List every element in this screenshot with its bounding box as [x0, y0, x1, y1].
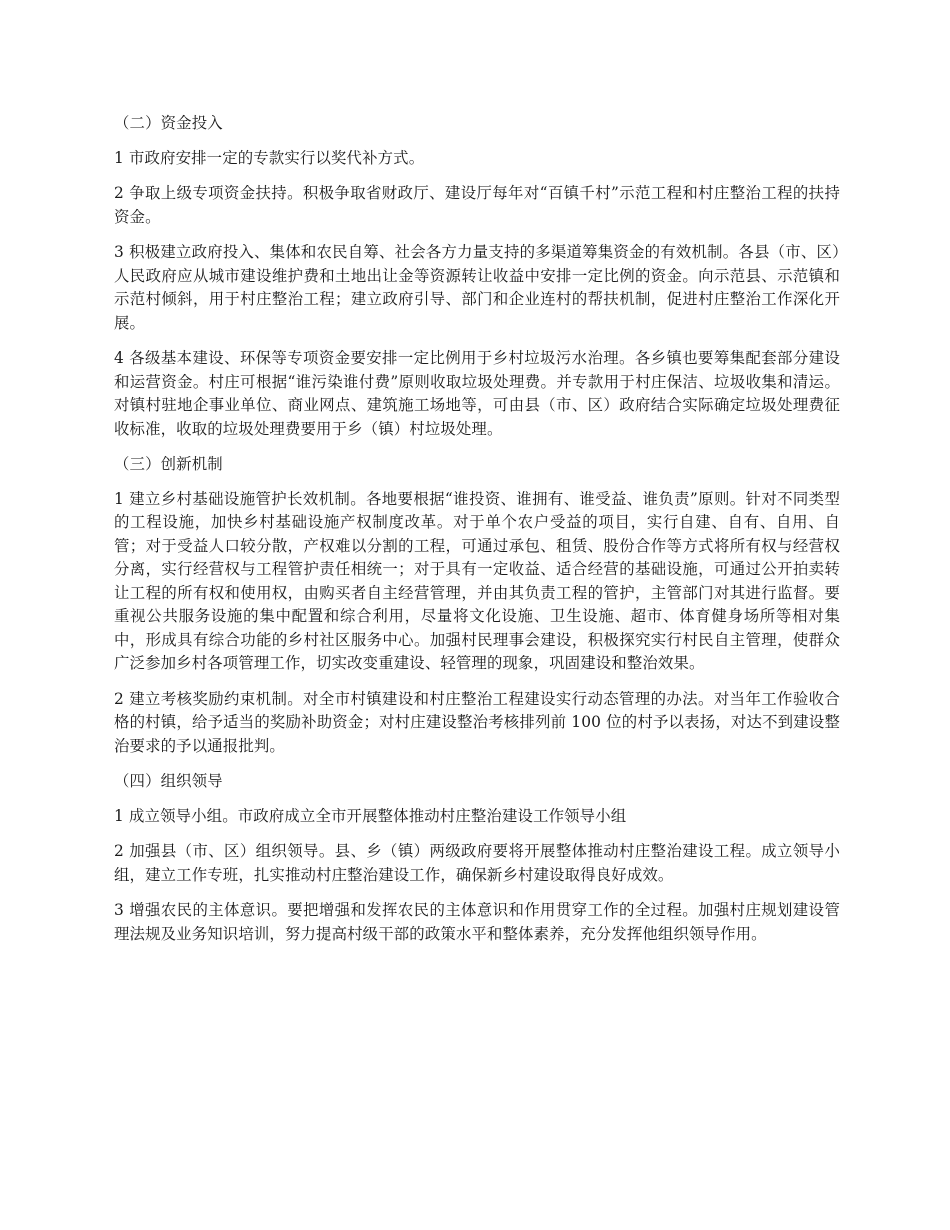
paragraph: 3 增强农民的主体意识。要把增强和发挥农民的主体意识和作用贯穿工作的全过程。加强村庄规划建设管理法规及业务知识培训，努力提高村级干部的政策水平和整体素养，充分发挥他组织领导作用。 [114, 901, 840, 943]
document-body [114, 112, 840, 958]
paragraph: 1 市政府安排一定的专款实行以奖代补方式。 [114, 148, 425, 167]
paragraph: 3 积极建立政府投入、集体和农民自筹、社会各方力量支持的多渠道筹集资金的有效机制。各县（市、区）人民政府应从城市建设维护费和土地出让金等资源转让收益中安排一定比例的资金。向示范县、示范镇和示范村倾斜，用于村庄整治工程；建立政府引导、部门和企业连村的帮扶机制，促进村庄整治工作深化开展。 [114, 243, 840, 332]
paragraph: 1 建立乡村基础设施管护长效机制。各地要根据“谁投资、谁拥有、谁受益、谁负责”原则。针对不同类型的工程设施，加快乡村基础设施产权制度改革。对于单个农户受益的项目，实行自建、自有、自用、自管；对于受益人口较分散，产权难以分割的工程，可通过承包、租赁、股份合作等方式将所有权与经营权分离，实行经营权与工程管护责任相统一；对于具有一定收益、适合经营的基础设施，可通过公开拍卖转让工程的所有权和使用权，由购买者自主经营管理，并由其负责工程的管护，主管部门对其进行监督。要重视公共服务设施的集中配置和综合利用，尽量将文化设施、卫生设施、超市、体育健身场所等相对集中，形成具有综合功能的乡村社区服务中心。加强村民理事会建设，积极探究实行村民自主管理，使群众广泛参加乡村各项管理工作，切实改变重建设、轻管理的现象，巩固建设和整治效果。 [114, 489, 840, 672]
section-heading-leadership: （四）组织领导 [114, 772, 223, 790]
paragraph: 2 争取上级专项资金扶持。积极争取省财政厅、建设厅每年对“百镇千村”示范工程和村庄整治工程的扶持资金。 [114, 184, 840, 226]
paragraph: 4 各级基本建设、环保等专项资金要安排一定比例用于乡村垃圾污水治理。各乡镇也要筹集配套部分建设和运营资金。村庄可根据“谁污染谁付费”原则收取垃圾处理费。并专款用于村庄保洁、垃圾收集和清运。对镇村驻地企事业单位、商业网点、建筑施工场地等，可由县（市、区）政府结合实际确定垃圾处理费征收标准，收取的垃圾处理费要用于乡（镇）村垃圾处理。 [114, 349, 840, 438]
section-heading-innovation: （三）创新机制 [114, 455, 223, 473]
section-heading-funding: （二）资金投入 [114, 114, 223, 132]
paragraph: 1 成立领导小组。市政府成立全市开展整体推动村庄整治建设工作领导小组 [114, 806, 627, 825]
paragraph: 2 建立考核奖励约束机制。对全市村镇建设和村庄整治工程建设实行动态管理的办法。对当年工作验收合格的村镇，给予适当的奖励补助资金；对村庄建设整治考核排列前 100 位的村予以表扬，对达不到建设整治要求的予以通报批判。 [114, 689, 840, 755]
paragraph: 2 加强县（市、区）组织领导。县、乡（镇）两级政府要将开展整体推动村庄整治建设工程。成立领导小组，建立工作专班，扎实推动村庄整治建设工作，确保新乡村建设取得良好成效。 [114, 842, 840, 884]
